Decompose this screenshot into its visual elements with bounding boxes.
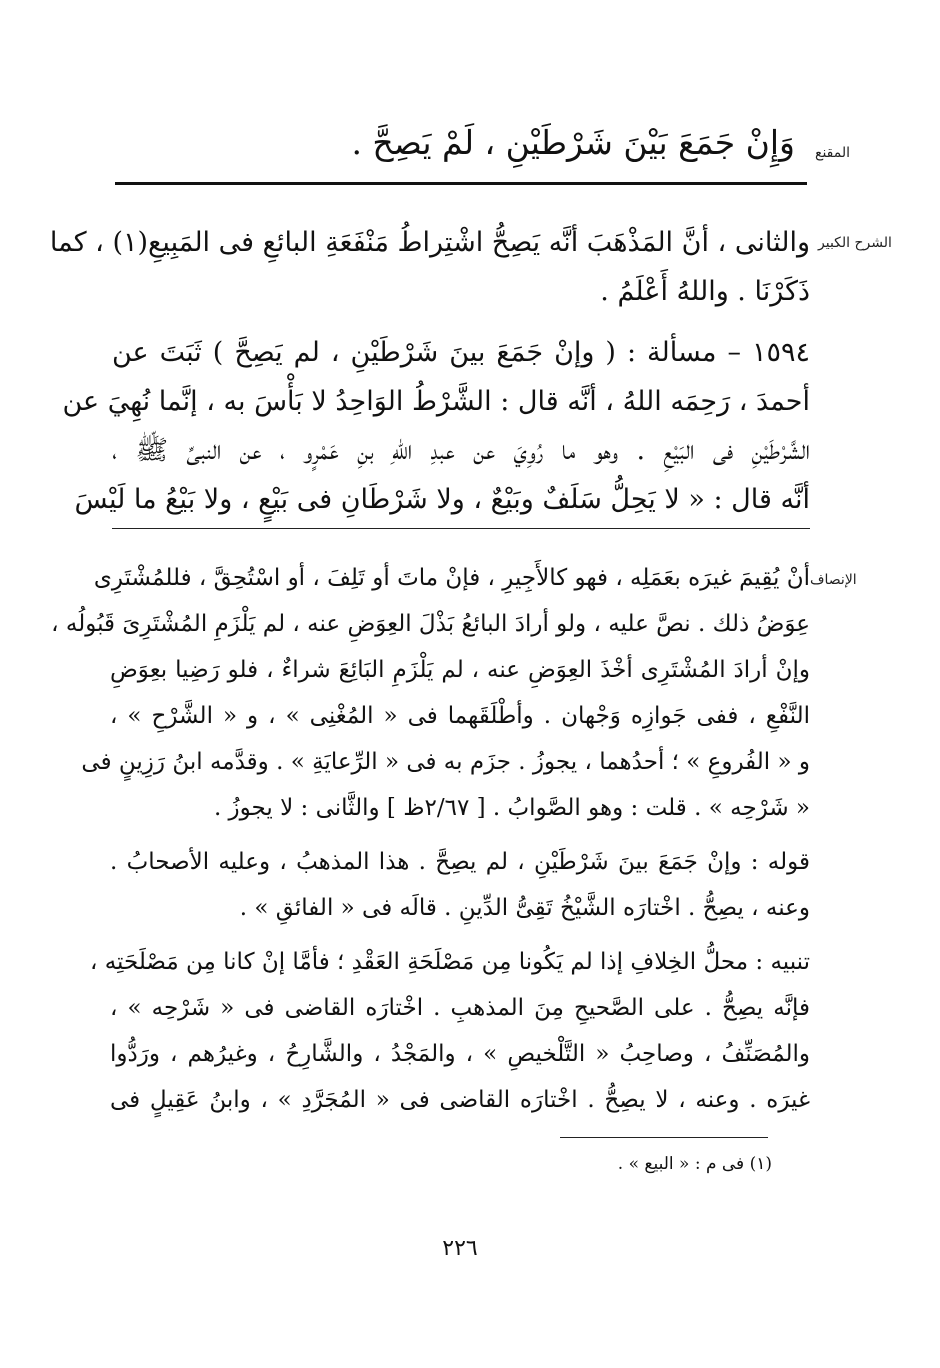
sharh-margin-label: الشرح الكبير	[818, 235, 892, 251]
sharh-line: ذَكَرْنَا . واللهُ أَعْلَمُ .	[600, 276, 810, 307]
insaf-line: غيرَه . وعنه ، لا يصِحُّ . اخْتارَه القاضى فى « المُجَرَّدِ » ، وابنُ عَقِيلٍ فى	[110, 1087, 810, 1113]
footnote-rule	[560, 1137, 768, 1138]
sharh-text-block	[49, 218, 810, 524]
insaf-line: « شَرْحِه » . قلت : وهو الصَّوابُ . [ ٢/٦٧ظ ] والثَّانى : لا يجوزُ .	[213, 795, 810, 821]
insaf-line: وعنه ، يصِحُّ . اخْتارَه الشَّيْخُ تَقِىُّ الدِّينِ . قالَه فى « الفائقِ » .	[239, 895, 810, 921]
page-number: ٢٢٦	[442, 1236, 478, 1261]
insaf-line: النَّفْعِ ، ففى جَوازِه وَجْهان . وأطْلَقَهما فى « المُغْنِى » ، و « الشَّرْحِ » ،	[110, 703, 810, 729]
insaf-text-block	[51, 555, 810, 1123]
sharh-line: والثانى ، أنَّ المَذْهَبَ أنَّه يَصِحُّ اشْتِراطُ مَنْفَعَةِ البائعِ فى المَبِيعِ(١) ، كما	[49, 227, 810, 258]
sharh-line: أنَّه قال : « لا يَحِلُّ سَلَفٌ وبَيْعٌ ، ولا شَرْطَانِ فى بَيْعٍ ، ولا بَيْعُ ما لَيْسَ	[74, 484, 810, 515]
insaf-line: فإنَّه يصِحُّ . على الصَّحيحِ مِنَ المذهبِ . اخْتارَه القاضى فى « شَرْحِه » ،	[110, 995, 810, 1021]
insaf-line: تنبيه : محلُّ الخِلافِ إذا لم يَكُونا مِن مَصْلَحَةِ العَقْدِ ؛ فأمَّا إنْ كانا مِن مَصْلَحَتِه ،	[89, 949, 810, 975]
sharh-line: الشَّرْطَيْنِ فى البَيْعِ . وهو ما رُوِيَ عن عبدِ اللهِ بنِ عَمْرٍو ، عن النبىِّ ﷺ ،	[112, 435, 810, 466]
insaf-line: قوله : وإنْ جَمَعَ بينَ شَرْطَيْنِ ، لم يصِحَّ . هذا المذهبُ ، وعليه الأصحابُ .	[110, 849, 810, 875]
insaf-line: أنْ يُقِيمَ غيرَه بعَمَلِه ، فهو كالأَجِيرِ ، فإنْ ماتَ أو تَلِفَ ، أو اسْتُحِقَّ ، فللمُشْتَرِى	[93, 565, 810, 591]
section-divider	[112, 528, 810, 529]
footnote: (١) فى م : « البيع » .	[617, 1154, 772, 1174]
insaf-line: وإنْ أرادَ المُشْتَرِى أخْذَ العِوَضِ عنه ، لم يَلْزَمِ البَائِعَ شراءٌ ، فلو رَضِيا بعِوَضِ	[110, 657, 810, 683]
muqni-text: وَإِنْ جَمَعَ بَيْنَ شَرْطَيْنِ ، لَمْ يَصِحَّ .	[351, 123, 795, 162]
insaf-line: عِوَضُ ذلك . نصَّ عليه ، ولو أرادَ البائعُ بَذْلَ العِوَضِ عنه ، لم يَلْزَمِ المُشْتَرِىَ قَبُولُه ،	[51, 611, 810, 637]
insaf-line: والمُصَنِّفُ ، وصاحِبُ « التَّلْخيصِ » ، والمَجْدُ ، والشَّارِحُ ، وغيرُهم ، ورَدُّوا	[110, 1041, 810, 1067]
header-rule	[115, 182, 807, 185]
sharh-line: أحمدَ ، رَحِمَه اللهُ ، أنَّه قال : الشَّرْطُ الوَاحِدُ لا بَأْسَ به ، إنَّما نُهِيَ عن	[62, 386, 810, 417]
muqni-margin-label: المقنع	[815, 145, 851, 161]
sharh-line: ١٥٩٤ – مسألة : ( وإنْ جَمَعَ بينَ شَرْطَيْنِ ، لم يَصِحَّ ) ثَبَتَ عن	[112, 337, 810, 368]
insaf-margin-label: الإنصاف	[810, 572, 857, 588]
insaf-line: و « الفُروعِ » ؛ أحدُهما ، يجوزُ . جزَم به فى « الرِّعايَةِ » . وقدَّمه ابنُ رَزِينٍ فى	[81, 749, 810, 775]
